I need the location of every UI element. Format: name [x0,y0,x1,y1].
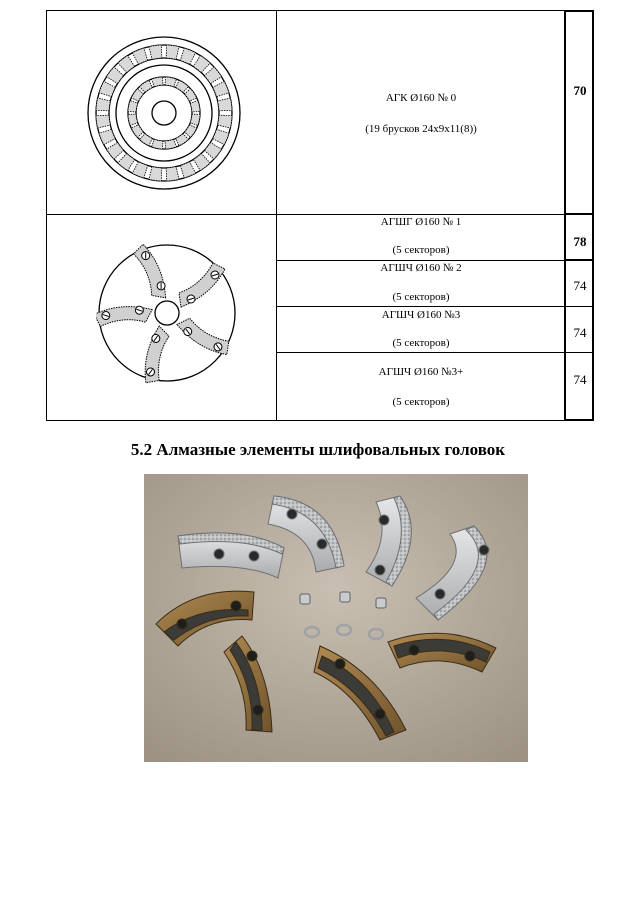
price-column-border [564,10,566,421]
table-column-divider [276,10,277,421]
section-heading: 5.2 Алмазные элементы шлифовальных головок [130,440,506,459]
spiral-sector-head-icon [96,238,238,388]
table-border-left [46,10,47,421]
row-2-detail: (5 секторов) [392,244,450,256]
row-1-detail: (19 брусков 24х9х11(8)) [365,123,477,135]
row-1-price: 70 [573,83,587,98]
price-box-divider [564,259,594,261]
concentric-segmented-wheel-icon [84,28,244,198]
row-5-name: АГШЧ Ø160 №3+ [378,366,464,378]
row-4-name: АГШЧ Ø160 №3 [381,309,461,321]
price-box-divider [564,213,594,215]
row-3-detail: (5 секторов) [392,291,450,303]
table-border-right [592,10,594,421]
price-box-bottom [564,419,594,421]
price-box-top [564,10,594,12]
table-border-bottom [46,420,594,421]
table-row-divider [276,352,594,353]
table-row-divider [276,306,594,307]
table-row-divider [46,214,594,215]
table-row-divider [276,260,594,261]
diamond-grinding-elements-photo [144,474,528,762]
row-1-name: АГК Ø160 № 0 [385,92,457,104]
row-5-price: 74 [573,372,587,387]
row-4-detail: (5 секторов) [392,337,450,349]
table-border-top [46,10,594,11]
spec-table [46,10,594,422]
row-2-name: АГШГ Ø160 № 1 [380,216,462,228]
row-4-price: 74 [573,325,587,340]
row-3-price: 74 [573,278,587,293]
row-2-price: 78 [573,234,587,249]
row-3-name: АГШЧ Ø160 № 2 [380,262,462,274]
row-5-detail: (5 секторов) [392,396,450,408]
